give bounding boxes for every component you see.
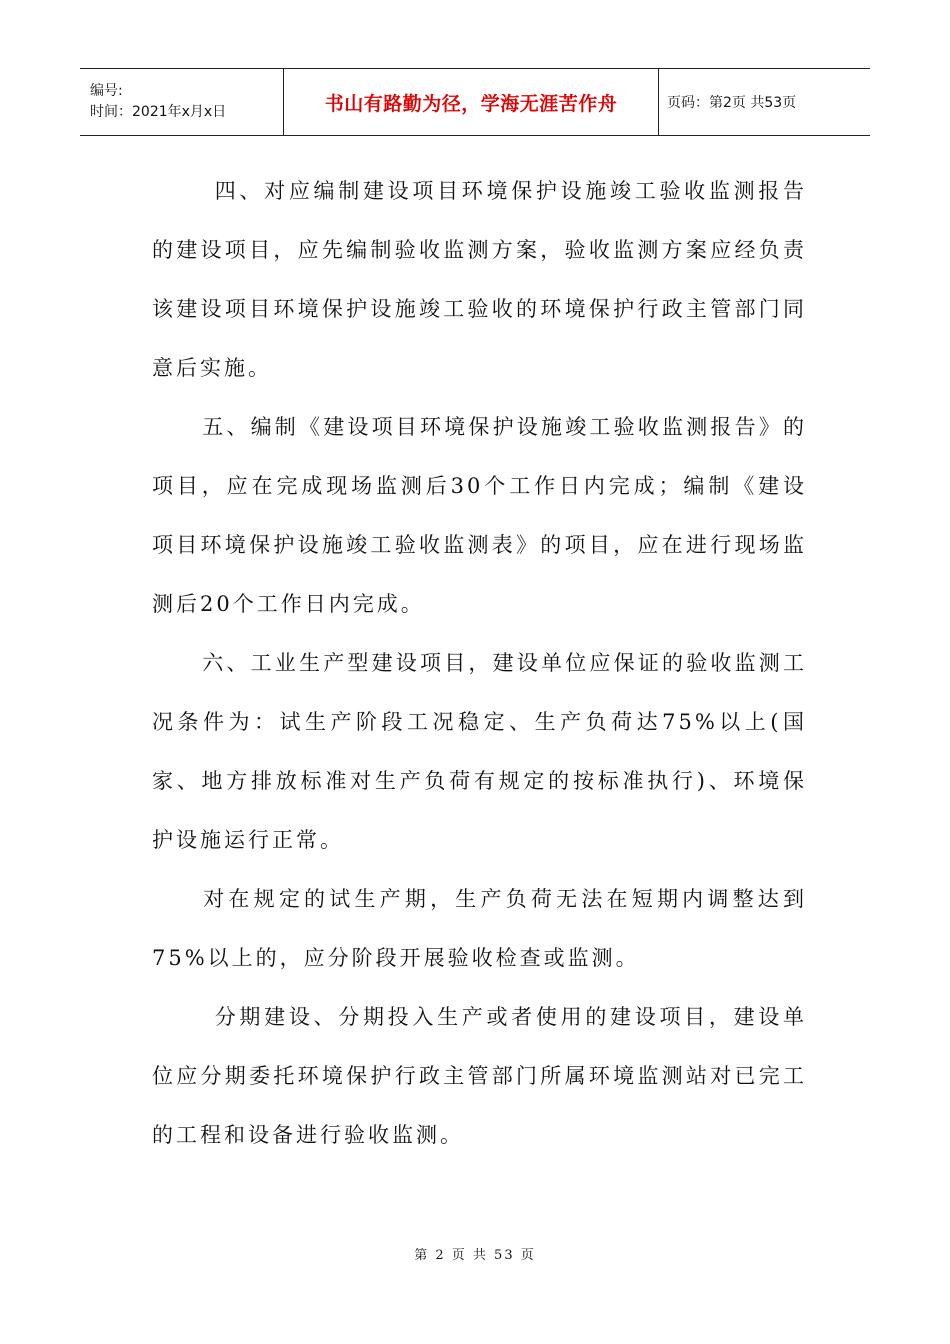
paragraph-text: 六、工业生产型建设项目，建设单位应保证的验收监测工况条件为：试生产阶段工况稳定、生产负荷达75%以上(国家、地方排放标准对生产负荷有规定的按标准执行)、环境保护设施运行正常。: [152, 651, 807, 852]
body-paragraph: [152, 634, 807, 870]
header-page-cell: [659, 69, 871, 136]
body-paragraph: [152, 870, 807, 988]
document-body: [152, 162, 807, 1165]
body-paragraph: [152, 988, 807, 1165]
body-paragraph: [152, 162, 807, 398]
paragraph-text: 五、编制《建设项目环境保护设施竣工验收监测报告》的项目，应在完成现场监测后30个工作日内完成；编制《建设项目环境保护设施竣工验收监测表》的项目，应在进行现场监测后20个工作日内完成。: [152, 415, 807, 616]
header-motto: 书山有路勤为径，学海无涯苦作舟: [324, 92, 618, 115]
document-date-label: 时间：2021年x月x日: [90, 104, 227, 120]
page-footer: 第 2 页 共 53 页: [414, 1248, 536, 1263]
body-paragraph: [152, 398, 807, 634]
paragraph-text: 对在规定的试生产期，生产负荷无法在短期内调整达到75%以上的，应分阶段开展验收检查或监测。: [152, 887, 807, 970]
header-motto-cell: [284, 69, 659, 136]
document-number-label: 编号:: [90, 83, 123, 99]
header-page-info: 页码：第2页 共53页: [667, 95, 797, 111]
paragraph-text: 分期建设、分期投入生产或者使用的建设项目，建设单位应分期委托环境保护行政主管部门所属环境监测站对已完工的工程和设备进行验收监测。: [152, 1005, 807, 1147]
header-meta-cell: [80, 69, 284, 136]
page-header: [80, 68, 870, 136]
paragraph-text: 四、对应编制建设项目环境保护设施竣工验收监测报告的建设项目，应先编制验收监测方案，验收监测方案应经负责该建设项目环境保护设施竣工验收的环境保护行政主管部门同意后实施。: [152, 179, 807, 380]
